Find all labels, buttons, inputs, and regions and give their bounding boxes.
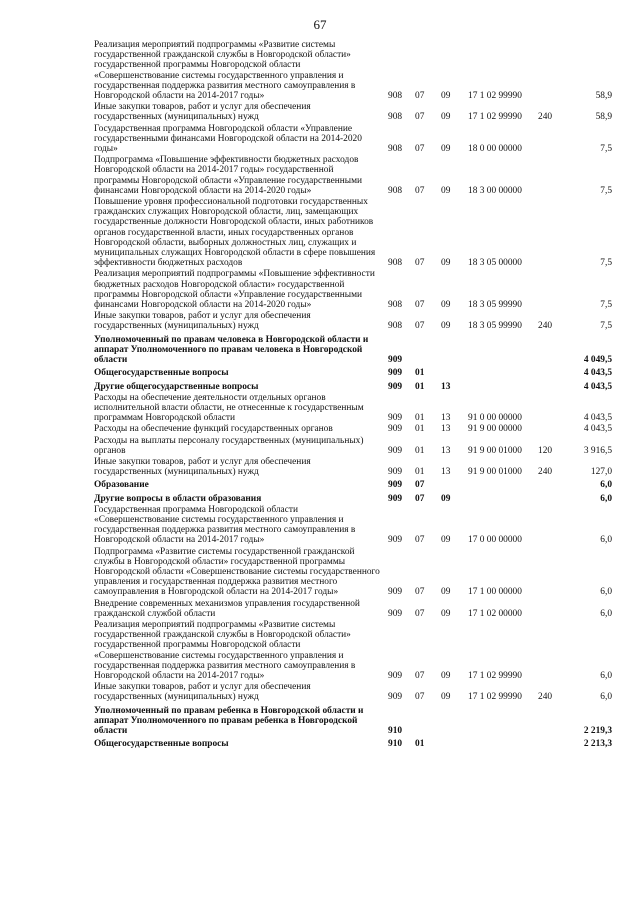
- item-name: Иные закупки товаров, работ и услуг для обеспечения государственных (муниципальных) нужд: [94, 682, 311, 703]
- code-expense-type: [538, 197, 564, 269]
- code-target-article: [468, 492, 538, 505]
- code-subsection: [441, 478, 468, 491]
- item-name: Подпрограмма «Развитие системы государственной гражданской службы в Новгородской области» государственной программы Новгородской области «Совершенствование системы государственного управления и государственная поддержка развития местного самоуправления в Новгородской области на 2014-2017 годы»: [94, 546, 380, 598]
- code-section: 07: [415, 670, 425, 681]
- code-section: 07: [415, 300, 425, 311]
- code-section: 01: [415, 413, 425, 424]
- item-name: Внедрение современных механизмов управления государственной гражданской службой области: [94, 598, 360, 619]
- code-expense-type: 240: [538, 321, 553, 332]
- code-section: 01: [415, 445, 425, 456]
- amount: 3 916,5: [583, 445, 612, 456]
- code-expense-type: [538, 492, 564, 505]
- code-target-article: 18 3 05 00000: [468, 258, 522, 269]
- code-target-article: 18 3 05 99990: [468, 321, 522, 332]
- item-name: Иные закупки товаров, работ и услуг для обеспечения государственных (муниципальных) нужд: [94, 102, 311, 123]
- code-subsection: [441, 333, 468, 367]
- code-expense-type: [538, 380, 564, 393]
- table-row: [94, 436, 612, 457]
- table-row: [94, 333, 612, 367]
- code-expense-type: [538, 505, 564, 547]
- code-target-article: [468, 366, 538, 379]
- code-target-article: 18 3 05 99990: [468, 300, 522, 311]
- table-row: [94, 366, 612, 379]
- code-target-article: 17 1 02 99990: [468, 112, 522, 123]
- code-expense-type: 240: [538, 692, 553, 703]
- table-row: [94, 457, 612, 478]
- code-expense-type: [538, 478, 564, 491]
- code-subsection: 09: [441, 535, 451, 546]
- budget-table: [94, 40, 612, 750]
- code-expense-type: [538, 737, 564, 750]
- code-grbs: 909: [388, 413, 403, 424]
- item-name: Образование: [94, 480, 149, 491]
- code-expense-type: [538, 704, 564, 738]
- code-section: 07: [415, 692, 425, 703]
- code-subsection: 13: [441, 445, 451, 456]
- code-grbs: 909: [388, 692, 403, 703]
- code-expense-type: 120: [538, 445, 553, 456]
- table-row: [94, 620, 612, 682]
- item-name: Другие общегосударственные вопросы: [94, 381, 259, 392]
- amount: 4 043,5: [583, 424, 612, 435]
- table-row: [94, 505, 612, 547]
- amount: 58,9: [595, 112, 612, 123]
- code-expense-type: [538, 269, 564, 311]
- amount: 7,5: [600, 144, 612, 155]
- code-subsection: 09: [441, 185, 451, 196]
- item-name: Государственная программа Новгородской области «Управление государственными финансами Новгородской области на 2014-2020 годы»: [94, 123, 362, 155]
- item-name: Иные закупки товаров, работ и услуг для обеспечения государственных (муниципальных) нужд: [94, 311, 311, 332]
- table-row: [94, 40, 612, 102]
- code-expense-type: [538, 599, 564, 620]
- code-section: 07: [415, 258, 425, 269]
- amount: 6,0: [600, 692, 612, 703]
- table-row: [94, 393, 612, 425]
- table-row: [94, 547, 612, 599]
- code-expense-type: 240: [538, 467, 553, 478]
- code-grbs: 908: [388, 300, 403, 311]
- code-section: 07: [415, 321, 425, 332]
- code-section: 07: [415, 608, 425, 619]
- table-row: [94, 380, 612, 393]
- item-name: Уполномоченный по правам ребенка в Новгородской области и аппарат Уполномоченного по правам ребенка в Новгородской области: [94, 705, 364, 736]
- code-subsection: 09: [441, 144, 451, 155]
- code-target-article: 17 1 02 99990: [468, 91, 522, 102]
- code-target-article: [468, 478, 538, 491]
- amount: 4 043,5: [583, 381, 612, 392]
- amount: 6,0: [600, 493, 612, 504]
- amount: 2 213,3: [583, 739, 612, 750]
- code-target-article: 17 1 02 00000: [468, 608, 522, 619]
- code-target-article: [468, 333, 538, 367]
- code-target-article: 91 9 00 01000: [468, 467, 522, 478]
- code-subsection: 13: [441, 413, 451, 424]
- code-target-article: 91 9 00 00000: [468, 424, 522, 435]
- code-subsection: 09: [441, 493, 451, 504]
- code-section: 01: [415, 368, 425, 379]
- code-subsection: 13: [441, 424, 451, 435]
- code-grbs: 908: [388, 258, 403, 269]
- code-subsection: 09: [441, 608, 451, 619]
- code-grbs: 910: [388, 726, 403, 736]
- amount: 7,5: [600, 321, 612, 332]
- amount: 7,5: [600, 258, 612, 269]
- code-target-article: 17 0 00 00000: [468, 535, 522, 546]
- code-subsection: 09: [441, 91, 451, 102]
- code-target-article: 91 9 00 01000: [468, 445, 522, 456]
- table-row: [94, 492, 612, 505]
- item-name: Подпрограмма «Повышение эффективности бюджетных расходов Новгородской области на 2014-2017 годы» государственной программы Новгородской области «Управление государственными финансами Новгородской области на 2014-2020 годы»: [94, 155, 363, 196]
- code-section: 07: [415, 535, 425, 546]
- code-subsection: 09: [441, 692, 451, 703]
- code-grbs: 909: [388, 670, 403, 681]
- item-name: Общегосударственные вопросы: [94, 368, 229, 379]
- amount: 7,5: [600, 300, 612, 311]
- code-target-article: 17 1 02 99990: [468, 670, 522, 681]
- item-name: Реализация мероприятий подпрограммы «Развитие системы государственной гражданской службы в Новгородской области» государственной программы Новгородской области «Совершенствование системы государственного управления и государственная поддержка развития местного самоуправления в Новгородской области на 2014-2017 годы»: [94, 40, 356, 102]
- item-name: Иные закупки товаров, работ и услуг для обеспечения государственных (муниципальных) нужд: [94, 456, 311, 478]
- table-row: [94, 424, 612, 435]
- code-grbs: 909: [388, 381, 403, 392]
- code-expense-type: [538, 155, 564, 197]
- code-section: 01: [415, 467, 425, 478]
- amount: 58,9: [595, 91, 612, 102]
- code-grbs: 909: [388, 608, 403, 619]
- item-name: Реализация мероприятий подпрограммы «Развитие системы государственной гражданской службы в Новгородской области» государственной программы Новгородской области «Совершенствование системы государственного управления и государственная поддержка развития местного самоуправления в Новгородской области на 2014-2017 годы»: [94, 619, 356, 681]
- code-grbs: 908: [388, 185, 403, 196]
- code-subsection: 09: [441, 587, 451, 598]
- item-name: Реализация мероприятий подпрограммы «Повышение эффективности бюджетных расходов Новгородской области» государственной программы Новгородской области «Управление государственными финансами Новгородской области на 2014-2020 годы»: [94, 269, 375, 311]
- code-grbs: 908: [388, 91, 403, 102]
- code-section: 07: [415, 185, 425, 196]
- amount: 4 043,5: [583, 368, 612, 379]
- code-expense-type: 240: [538, 112, 553, 123]
- item-name: Уполномоченный по правам человека в Новгородской области и аппарат Уполномоченного по правам человека в Новгородской области: [94, 334, 369, 366]
- code-section: 07: [415, 480, 425, 491]
- code-subsection: [441, 737, 468, 750]
- table-row: [94, 599, 612, 620]
- code-section: [415, 704, 441, 738]
- amount: 6,0: [600, 608, 612, 619]
- code-grbs: 909: [388, 424, 403, 435]
- code-subsection: 09: [441, 321, 451, 332]
- code-section: 01: [415, 381, 425, 392]
- item-name: Другие вопросы в области образования: [94, 493, 262, 504]
- code-grbs: 909: [388, 535, 403, 546]
- code-grbs: 909: [388, 467, 403, 478]
- code-expense-type: [538, 393, 564, 425]
- code-grbs: 908: [388, 144, 403, 155]
- item-name: Расходы на выплаты персоналу государственных (муниципальных) органов: [94, 435, 364, 456]
- table-row: [94, 704, 612, 738]
- code-expense-type: [538, 424, 564, 435]
- item-name: Государственная программа Новгородской области «Совершенствование системы государственного управления и государственная поддержка развития местного самоуправления в Новгородской области на 2014-2017 годы»: [94, 504, 356, 546]
- code-grbs: 909: [388, 587, 403, 598]
- code-target-article: 18 0 00 00000: [468, 144, 522, 155]
- code-grbs: 908: [388, 321, 403, 332]
- code-expense-type: [538, 620, 564, 682]
- code-subsection: 13: [441, 381, 451, 392]
- code-grbs: 909: [388, 493, 403, 504]
- amount: 2 219,3: [583, 726, 612, 736]
- table-row: [94, 269, 612, 311]
- amount: 6,0: [600, 670, 612, 681]
- amount: 6,0: [600, 535, 612, 546]
- code-section: 01: [415, 424, 425, 435]
- table-row: [94, 737, 612, 750]
- code-expense-type: [538, 547, 564, 599]
- table-row: [94, 124, 612, 156]
- code-grbs: 909: [388, 480, 403, 491]
- code-subsection: 09: [441, 258, 451, 269]
- amount: 4 049,5: [583, 355, 612, 366]
- code-subsection: [441, 366, 468, 379]
- table-row: [94, 478, 612, 491]
- page-number: 67: [313, 17, 327, 32]
- code-target-article: 17 1 02 99990: [468, 692, 522, 703]
- code-section: 07: [415, 587, 425, 598]
- code-expense-type: [538, 333, 564, 367]
- item-name: Расходы на обеспечение деятельности отдельных органов исполнительной власти области, не отнесенные к государственным программам Новгородской области: [94, 392, 364, 424]
- code-grbs: 909: [388, 368, 403, 379]
- item-name: Общегосударственные вопросы: [94, 739, 229, 750]
- code-target-article: [468, 380, 538, 393]
- code-section: 07: [415, 493, 425, 504]
- amount: 6,0: [600, 587, 612, 598]
- code-section: 01: [415, 739, 425, 750]
- code-section: 07: [415, 112, 425, 123]
- table-row: [94, 311, 612, 332]
- code-subsection: 09: [441, 300, 451, 311]
- table-row: [94, 155, 612, 197]
- code-grbs: 909: [388, 445, 403, 456]
- code-target-article: [468, 704, 538, 738]
- code-section: [415, 333, 441, 367]
- amount: 4 043,5: [583, 413, 612, 424]
- code-target-article: 17 1 00 00000: [468, 587, 522, 598]
- code-target-article: 91 0 00 00000: [468, 413, 522, 424]
- item-name: Повышение уровня профессиональной подготовки государственных гражданских служащих Новгородской области, лиц, замещающих государственные должности Новгородской области, иных работников органов государственной власти, иных государственных органов Новгородской области, выборных должностных лиц, служащих и муниципальных служащих Новгородской области в сфере повышения эффективности бюджетных расходов: [94, 197, 376, 269]
- table-row: [94, 682, 612, 703]
- code-grbs: 910: [388, 739, 403, 750]
- code-expense-type: [538, 124, 564, 156]
- code-target-article: 18 3 00 00000: [468, 185, 522, 196]
- code-section: 07: [415, 91, 425, 102]
- code-section: 07: [415, 144, 425, 155]
- code-expense-type: [538, 366, 564, 379]
- code-expense-type: [538, 40, 564, 102]
- budget-table-body: [94, 40, 612, 750]
- item-name: Расходы на обеспечение функций государственных органов: [94, 424, 333, 435]
- table-row: [94, 197, 612, 269]
- code-subsection: [441, 704, 468, 738]
- amount: 6,0: [600, 480, 612, 491]
- code-subsection: 13: [441, 467, 451, 478]
- code-subsection: 09: [441, 112, 451, 123]
- code-subsection: 09: [441, 670, 451, 681]
- amount: 127,0: [590, 467, 612, 478]
- code-grbs: 908: [388, 112, 403, 123]
- code-grbs: 909: [388, 355, 403, 366]
- code-target-article: [468, 737, 538, 750]
- amount: 7,5: [600, 185, 612, 196]
- table-row: [94, 102, 612, 123]
